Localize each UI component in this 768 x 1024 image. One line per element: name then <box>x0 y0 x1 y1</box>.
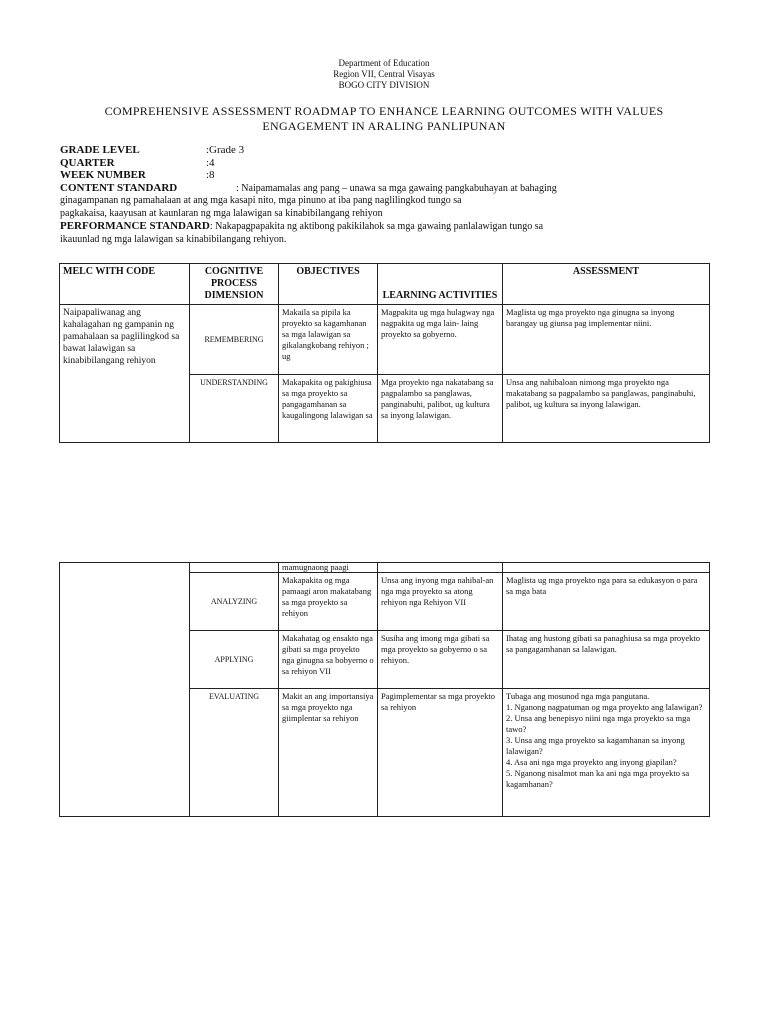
objective-cell: Makapakita og pakighiusa sa mga proyekto sa pangagamhanan sa kaugalingong lalawigan sa <box>279 375 378 443</box>
assessment-table <box>59 263 710 443</box>
assessment-empty <box>503 563 710 573</box>
assessment-cell: Maglista ug mga proyekto nga para sa edukasyon o para sa mga bata <box>503 573 710 631</box>
dimension-evaluating: EVALUATING <box>190 689 279 817</box>
dimension-analyzing: ANALYZING <box>190 573 279 631</box>
info-block <box>60 144 720 246</box>
header-activities: LEARNING ACTIVITIES <box>378 264 503 305</box>
melc-cell: Naipapaliwanag ang kahalagahan ng gampanin ng pamahalaan sa paglilingkod sa bawat lalawigan sa kinabibilangang rehiyon <box>60 305 190 443</box>
header-assessment: ASSESSMENT <box>503 264 710 305</box>
week-row <box>60 169 720 182</box>
activity-empty <box>378 563 503 573</box>
question-item: 3. Unsa ang mga proyekto sa kagamhanan sa inyong lalawigan? <box>506 735 685 756</box>
assessment-intro: Tubaga ang mosunod nga mga pangutana. <box>506 691 650 701</box>
quarter-value: :4 <box>206 156 215 169</box>
performance-standard-value-2: ikauunlad ng mga lalawigan sa kinabibilangang rehiyon. <box>60 233 287 245</box>
table-header-row <box>60 264 710 305</box>
content-standard-value-3: pagkakaisa, kaayusan at kaunlaran ng mga lalawigan sa kinabibilangang rehiyon <box>60 207 383 219</box>
assessment-table-continued <box>59 562 710 817</box>
week-value: :8 <box>206 169 215 181</box>
document-title: COMPREHENSIVE ASSESSMENT ROADMAP TO ENHANCE LEARNING OUTCOMES WITH VALUES ENGAGEMENT IN ARALING PANLIPUNAN <box>104 104 664 133</box>
objective-cell: Makapakita og mga pamaagi aron makatabang sa mga proyekto sa rehiyon <box>279 573 378 631</box>
assessment-questions-cell <box>503 689 710 817</box>
quarter-row <box>60 157 720 170</box>
objective-cell: Makit an ang importansiya sa mga proyekto nga giimplentar sa rehiyon <box>279 689 378 817</box>
grade-value: :Grade 3 <box>206 144 245 156</box>
assessment-cell: Ihatag ang hustong gibati sa panaghiusa sa mga proyekto sa pangagamhanan sa lalawigan. <box>503 631 710 689</box>
dimension-empty <box>190 563 279 573</box>
performance-standard-value-1: : Nakapagpapakita ng aktibong pakikilahok sa mga gawaing panlalawigan tungo sa <box>209 221 544 232</box>
header-objectives: OBJECTIVES <box>279 264 378 305</box>
dimension-applying: APPLYING <box>190 631 279 689</box>
question-item: 4. Asa ani nga mga proyekto ang inyong giapilan? <box>506 757 677 767</box>
objective-cell: Makaila sa pipila ka proyekto sa kagamhanan sa mga lalawigan sa gikalangkobang rehiyon ; ug <box>279 305 378 375</box>
grade-row <box>60 144 720 157</box>
header-melc: MELC WITH CODE <box>60 264 190 305</box>
melc-cell-empty <box>60 563 190 817</box>
activity-cell: Unsa ang inyong mga nahibal-an nga mga proyekto sa atong rehiyon nga Rehiyon VII <box>378 573 503 631</box>
activity-cell: Mga proyekto nga nakatabang sa pagpalambo sa panglawas, panginabuhi, palibot, ug kultura sa inyong lalawigan. <box>378 375 503 443</box>
content-standard-label: CONTENT STANDARD <box>60 181 178 194</box>
header-division: BOGO CITY DIVISION <box>338 80 430 90</box>
table-row <box>60 563 710 573</box>
table-row <box>60 305 710 375</box>
quarter-label: QUARTER <box>60 156 115 169</box>
activity-cell: Susiha ang imong mga gibati sa mga proyekto sa gobyerno o sa rehiyon. <box>378 631 503 689</box>
content-standard-value-1: : Naipamamalas ang pang – unawa sa mga gawaing pangkabuhayan at bahaging <box>236 182 557 194</box>
header-region: Region VII, Central Visayas <box>333 69 435 79</box>
grade-label: GRADE LEVEL <box>60 144 140 156</box>
objective-cell: Makahatag og ensakto nga gibati sa mga proyekto nga ginugna sa bobyerno o sa rehiyon VII <box>279 631 378 689</box>
header-department: Department of Education <box>338 58 430 68</box>
question-item: 2. Unsa ang benepisyo niini nga mga proyekto sa mga tawo? <box>506 713 691 734</box>
question-item: 5. Nganong nisalmot man ka ani nga mga proyekto sa kagamhanan? <box>506 768 690 789</box>
week-label: WEEK NUMBER <box>60 169 146 181</box>
header-cognitive: COGNITIVE PROCESS DIMENSION <box>190 264 279 305</box>
question-item: 1. Nganong nagpatuman og mga proyekto ang lalawigan? <box>506 702 703 712</box>
objective-continuation: mamugnaong paagi <box>279 563 378 573</box>
document-header <box>0 58 768 91</box>
activity-cell: Pagimplementar sa mga proyekto sa rehiyon <box>378 689 503 817</box>
assessment-cell: Unsa ang nahibaloan nimong mga proyekto nga makatabang sa pagpalambo sa panglawas, panginabuhi, palibot, ug kultura sa inyong lalawigan. <box>503 375 710 443</box>
assessment-cell: Maglista ug mga proyekto nga ginugna sa inyong barangay ug giunsa pag implementar niini. <box>503 305 710 375</box>
content-standard-value-2: ginagampanan ng pamahalaan at ang mga kasapi nito, mga pinuno at iba pang naglilingkod tungo sa <box>60 195 462 206</box>
activity-cell: Magpakita ug mga hulagway nga nagpakita ug mga lain- laing proyekto sa gobyerno. <box>378 305 503 375</box>
dimension-understanding: UNDERSTANDING <box>190 375 279 443</box>
dimension-remembering: REMEMBERING <box>190 305 279 375</box>
performance-standard-row <box>60 220 720 234</box>
performance-standard-label: PERFORMANCE STANDARD <box>60 220 210 232</box>
content-standard-row <box>60 182 720 196</box>
